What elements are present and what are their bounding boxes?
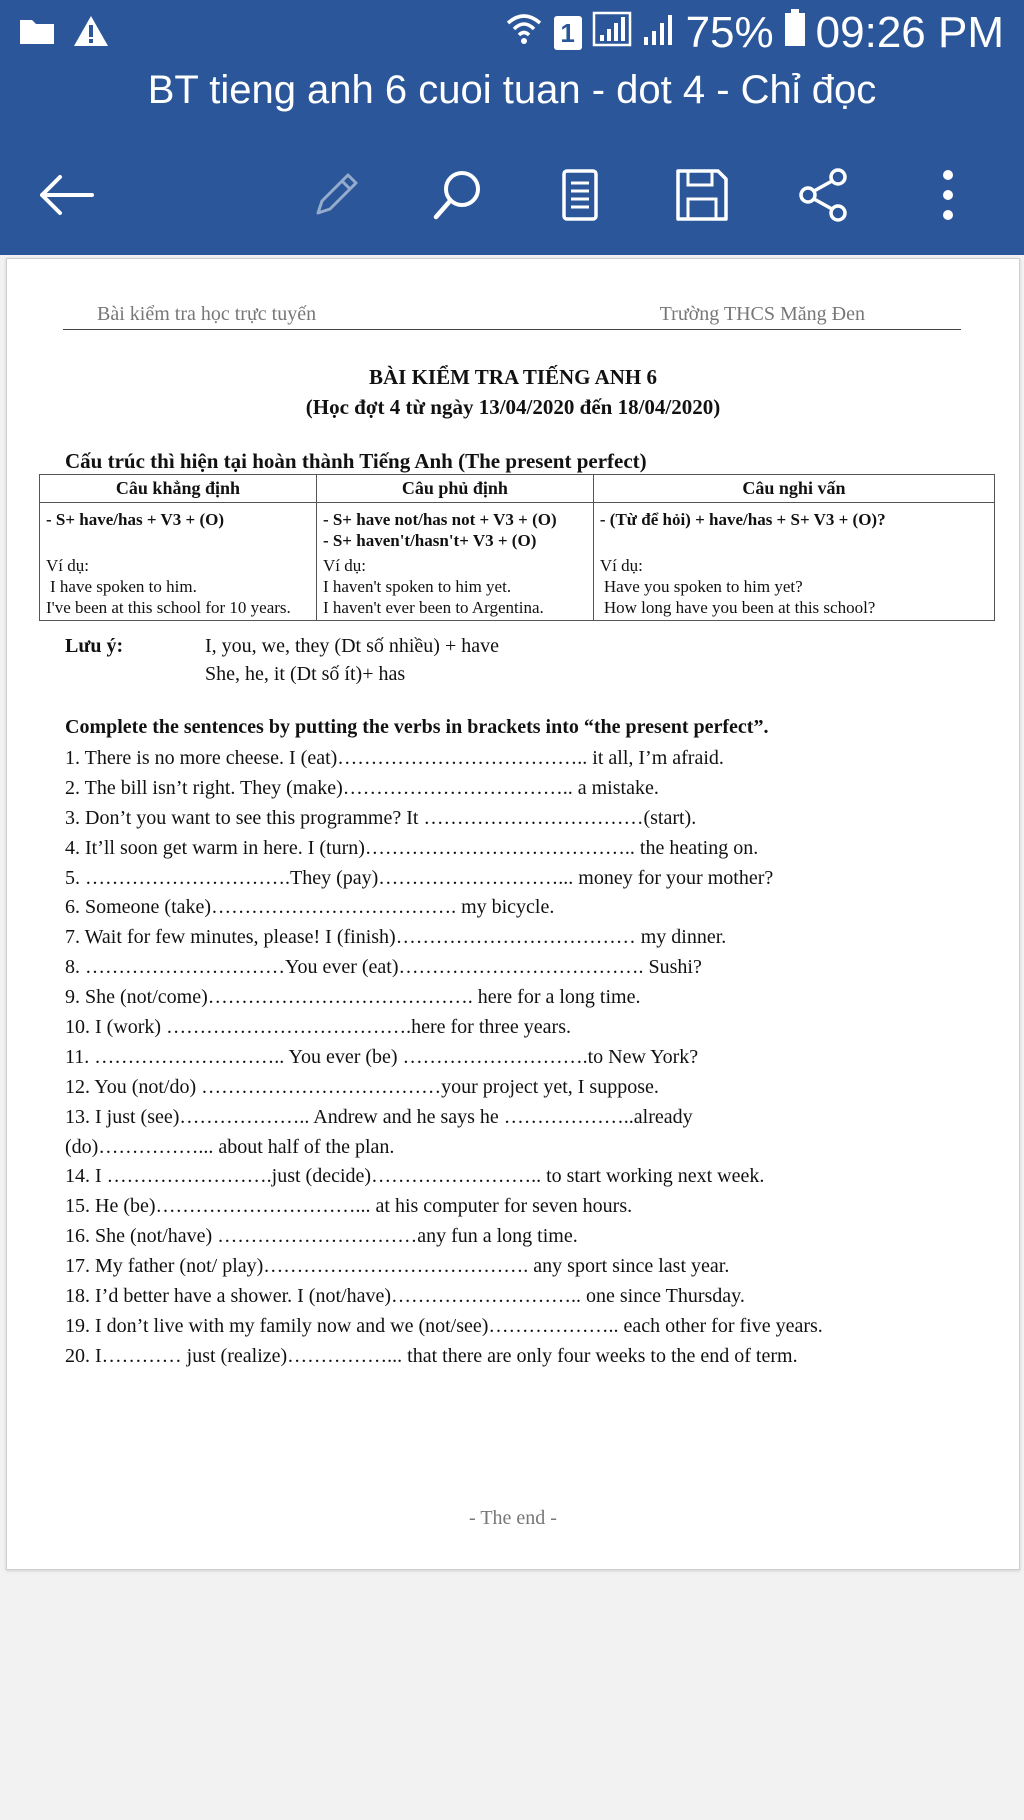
question-formula: - (Từ để hỏi) + have/has + S+ V3 + (O)? bbox=[593, 503, 994, 554]
question-item: 11. ……………………….. You ever (be) ……………………….to New York? bbox=[65, 1045, 699, 1068]
pencil-icon bbox=[308, 167, 364, 223]
save-icon bbox=[674, 167, 730, 223]
share-icon bbox=[796, 167, 852, 223]
doc-footer: - The end - bbox=[469, 1507, 557, 1529]
question-item: 12. You (not/do) ………………………………your project yet, I suppose. bbox=[65, 1075, 659, 1098]
exercise-instruction: Complete the sentences by putting the verbs in brackets into “the present perfect”. bbox=[65, 716, 769, 738]
negative-formula: - S+ have not/has not + V3 + (O) - S+ haven't/hasn't+ V3 + (O) bbox=[316, 503, 593, 554]
question-list bbox=[65, 744, 823, 1372]
search-button[interactable] bbox=[418, 155, 498, 235]
doc-subtitle: (Học đợt 4 từ ngày 13/04/2020 đến 18/04/2020) bbox=[305, 395, 721, 419]
search-icon bbox=[430, 167, 486, 223]
question-item: 20. I………… just (realize)……………... that there are only four weeks to the end of term. bbox=[65, 1344, 798, 1367]
question-item: 15. He (be)…………………………... at his computer for seven hours. bbox=[65, 1195, 633, 1218]
signal-icon-2 bbox=[642, 8, 676, 58]
question-item: 13. I just (see)……………….. Andrew and he says he ………………..already bbox=[65, 1105, 693, 1128]
question-item: 19. I don’t live with my family now and we (not/see)……………….. each other for five years. bbox=[65, 1314, 823, 1337]
question-item: 17. My father (not/ play)…………………………………. any sport since last year. bbox=[65, 1255, 730, 1278]
signal-icon bbox=[592, 8, 632, 58]
note-label: Lưu ý: bbox=[65, 635, 124, 657]
document-page[interactable] bbox=[6, 258, 1020, 1570]
back-arrow-icon bbox=[36, 173, 96, 217]
question-item: 7. Wait for few minutes, please! I (finish)……………………………… my dinner. bbox=[65, 926, 727, 949]
back-button[interactable] bbox=[26, 155, 106, 235]
question-item: 6. Someone (take)………………………………. my bicycle. bbox=[65, 896, 555, 919]
sim-icon: 1 bbox=[554, 16, 582, 50]
question-item: 2. The bill isn’t right. They (make)…………………………….. a mistake. bbox=[65, 776, 659, 799]
battery-icon bbox=[784, 8, 806, 58]
save-button[interactable] bbox=[662, 155, 742, 235]
page-header bbox=[63, 297, 961, 330]
affirmative-examples: Ví dụ: I have spoken to him. I've been at this school for 10 years. bbox=[40, 553, 317, 621]
question-item: 18. I’d better have a shower. I (not/have)……………………….. one since Thursday. bbox=[65, 1285, 745, 1308]
reading-view-button[interactable] bbox=[540, 155, 620, 235]
note-line: I, you, we, they (Dt số nhiều) + have bbox=[205, 635, 499, 657]
question-item: 4. It’ll soon get warm in here. I (turn)………………………………….. the heating on. bbox=[65, 836, 759, 859]
question-item: 5. ………………………….They (pay)………………………... money for your mother? bbox=[65, 866, 774, 889]
question-item: 8. …………………………You ever (eat)………………………………. Sushi? bbox=[65, 956, 702, 979]
edit-button[interactable] bbox=[296, 155, 376, 235]
question-item: 14. I …………………….just (decide)…………………….. to start working next week. bbox=[65, 1165, 765, 1188]
battery-percent: 75% bbox=[685, 8, 774, 57]
col-question-header: Câu nghi vấn bbox=[593, 475, 994, 503]
question-examples: Ví dụ: Have you spoken to him yet? How long have you been at this school? bbox=[593, 553, 994, 621]
document-title: BT tieng anh 6 cuoi tuan - dot 4 - Chỉ đọc bbox=[147, 68, 877, 112]
question-item: 10. I (work) ……………………………….here for three years. bbox=[65, 1016, 571, 1039]
mobile-view-icon bbox=[558, 167, 602, 223]
doc-title: BÀI KIỂM TRA TIẾNG ANH 6 bbox=[368, 365, 658, 389]
app-bar bbox=[0, 0, 1024, 255]
col-affirmative-header: Câu khẳng định bbox=[40, 475, 317, 503]
header-right: Trường THCS Măng Đen bbox=[659, 303, 865, 325]
share-button[interactable] bbox=[784, 155, 864, 235]
question-item: 3. Don’t you want to see this programme? It ……………………………(start). bbox=[65, 806, 697, 829]
wifi-icon bbox=[504, 8, 544, 58]
folder-icon bbox=[18, 14, 56, 53]
more-options-button[interactable] bbox=[908, 155, 988, 235]
structure-heading: Cấu trúc thì hiện tại hoàn thành Tiếng Anh (The present perfect) bbox=[65, 449, 647, 473]
col-negative-header: Câu phủ định bbox=[316, 475, 593, 503]
question-item: (do)……………... about half of the plan. bbox=[65, 1135, 395, 1158]
negative-examples: Ví dụ: I haven't spoken to him yet. I haven't ever been to Argentina. bbox=[316, 553, 593, 621]
clock: 09:26 PM bbox=[815, 8, 1004, 57]
question-item: 1. There is no more cheese. I (eat)……………………………….. it all, I’m afraid. bbox=[65, 747, 724, 769]
toolbar bbox=[0, 155, 1024, 235]
question-item: 9. She (not/come)…………………………………. here for a long time. bbox=[65, 986, 641, 1009]
affirmative-formula: - S+ have/has + V3 + (O) bbox=[40, 503, 317, 554]
more-vertical-icon bbox=[938, 167, 958, 223]
grammar-table bbox=[39, 474, 995, 621]
status-bar bbox=[0, 0, 1024, 70]
header-left: Bài kiểm tra học trực tuyến bbox=[97, 303, 317, 325]
note-line: She, he, it (Dt số ít)+ has bbox=[205, 663, 406, 685]
question-item: 16. She (not/have) …………………………any fun a long time. bbox=[65, 1225, 578, 1248]
warning-icon bbox=[72, 14, 110, 53]
